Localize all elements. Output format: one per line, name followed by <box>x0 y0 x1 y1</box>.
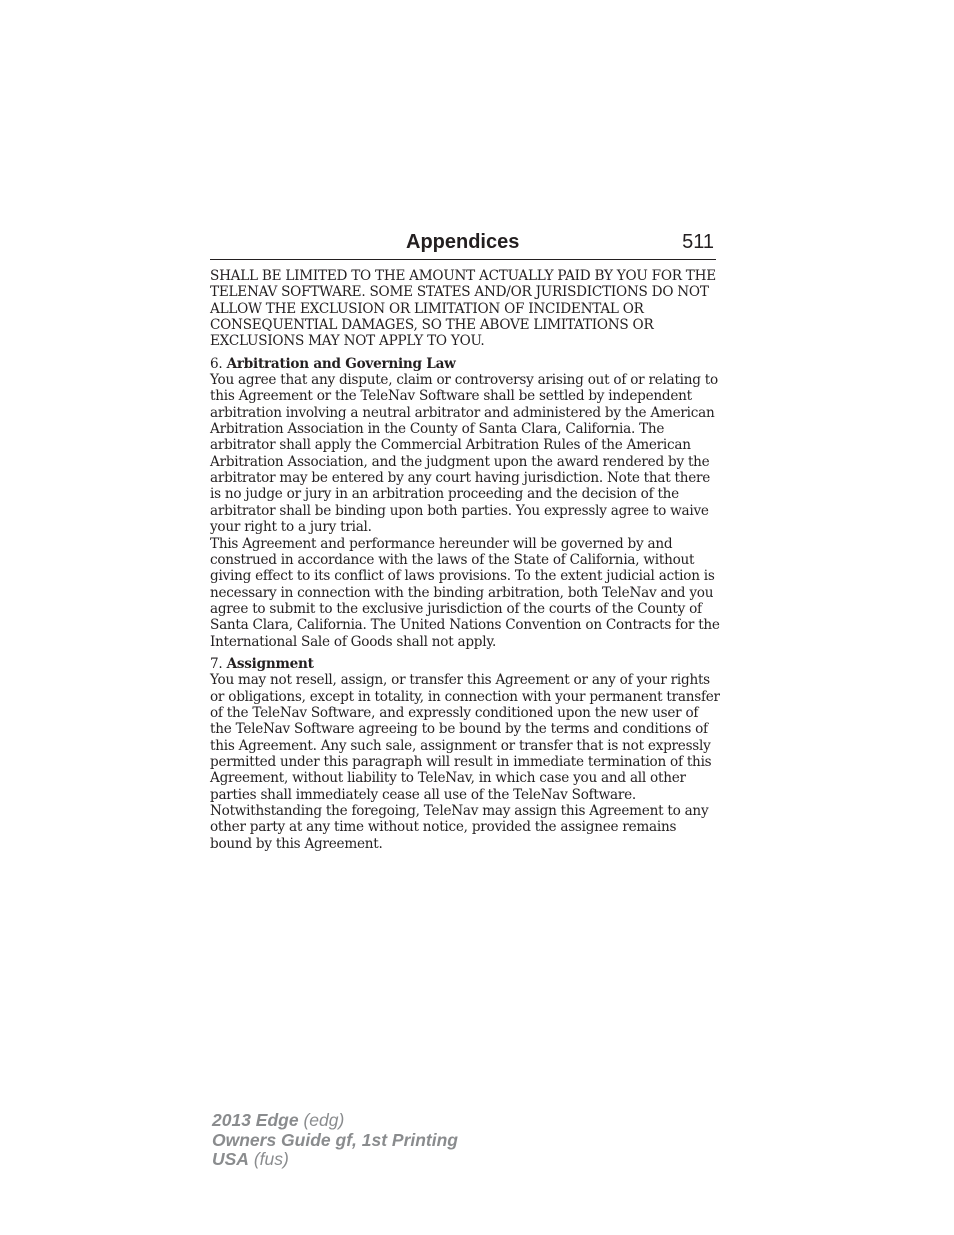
footer-line-market <box>212 1150 458 1170</box>
section-heading-arbitration <box>210 356 720 372</box>
section-heading-text: Assignment <box>226 655 314 672</box>
page-footer <box>212 1111 458 1170</box>
intro-paragraph: SHALL BE LIMITED TO THE AMOUNT ACTUALLY PAID BY YOU FOR THE TELENAV SOFTWARE. SOME STATES AND/OR JURISDICTIONS DO NOT ALLOW THE EXCLUSION OR LIMITATION OF INCIDENTAL OR CONSEQUENTIAL DAMAGES, SO THE ABOVE LIMITATIONS OR EXCLUSIONS MAY NOT APPLY TO YOU. <box>210 268 716 350</box>
footer-line-model <box>212 1111 458 1131</box>
footer-model-code: (edg) <box>298 1110 345 1130</box>
section-heading-text: Arbitration and Governing Law <box>226 355 456 372</box>
assignment-paragraph-1: You may not resell, assign, or transfer this Agreement or any of your rights or obligations, except in totality, in connection with your permanent transfer of the TeleNav Software, and expressly conditioned upon the new user of the TeleNav Software agreeing to be bound by the terms and conditions of this Agreement. Any such sale, assignment or transfer that is not expressly permitted under this paragraph will result in immediate termination of this Agreement, without liability to TeleNav, in which case you and all other parties shall immediately cease all use of the TeleNav Software. Notwithstanding the foregoing, TeleNav may assign this Agreement to any other party at any time without notice, provided the assignee remains bound by this Agreement. <box>210 672 720 852</box>
footer-guide: Owners Guide gf, 1st Printing <box>212 1129 458 1150</box>
footer-line-guide <box>212 1131 458 1151</box>
section-number: 7. <box>210 655 223 672</box>
page-header <box>210 229 716 260</box>
document-body <box>210 268 720 852</box>
footer-market: USA <box>212 1149 249 1169</box>
section-title: Appendices <box>406 231 520 253</box>
arbitration-paragraph-1: You agree that any dispute, claim or controversy arising out of or relating to this Agreement or the TeleNav Software shall be settled by independent arbitration involving a neutral arbitrator and administered by the American Arbitration Association in the County of Santa Clara, California. The arbitrator shall apply the Commercial Arbitration Rules of the American Arbitration Association, and the judgment upon the award rendered by the arbitrator may be entered by any court having jurisdiction. Note that there is no judge or jury in an arbitration proceeding and the decision of the arbitrator shall be binding upon both parties. You expressly agree to waive your right to a jury trial. <box>210 372 718 536</box>
footer-market-code: (fus) <box>248 1149 289 1169</box>
arbitration-paragraph-2: This Agreement and performance hereunder will be governed by and construed in accordance with the laws of the State of California, without giving effect to its conflict of laws provisions. To the extent judicial action is necessary in connection with the binding arbitration, both TeleNav and you agree to submit to the exclusive jurisdiction of the courts of the County of Santa Clara, California. The United Nations Convention on Contracts for the International Sale of Goods shall not apply. <box>210 535 720 650</box>
section-number: 6. <box>210 355 223 372</box>
footer-model: 2013 Edge <box>212 1110 299 1130</box>
page-number: 511 <box>682 231 714 253</box>
section-heading-assignment <box>210 656 720 672</box>
